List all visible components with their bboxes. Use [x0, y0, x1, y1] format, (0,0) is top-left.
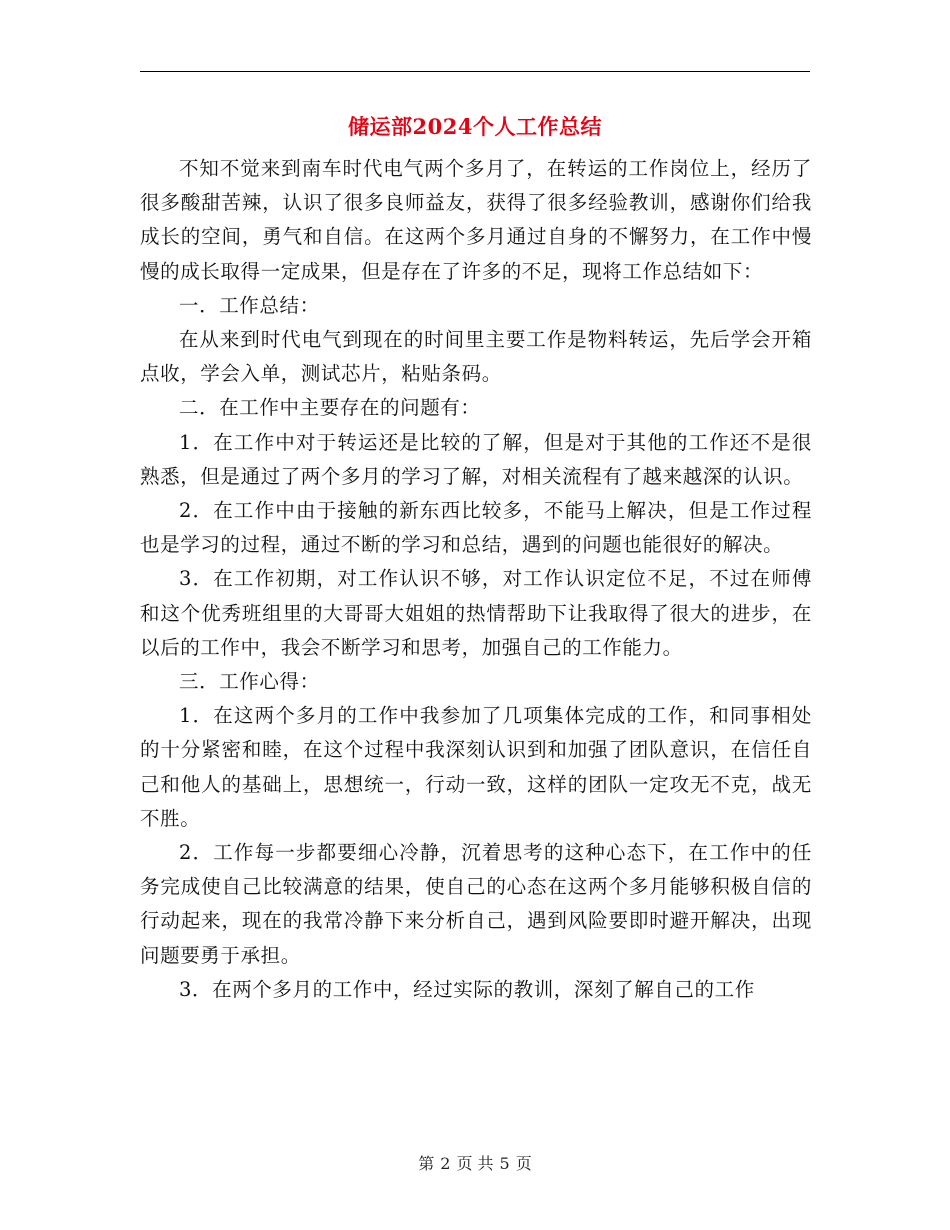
section-heading-experience: 三．工作心得：: [179, 670, 320, 694]
current-page-number: 2: [440, 1154, 451, 1173]
section-heading-problems: 二．在工作中主要存在的问题有：: [179, 396, 481, 420]
problem-item-3: 3．在工作初期，对工作认识不够，对工作认识定位不足，不过在师傅和这个优秀班组里的大哥哥大姐姐的热情帮助下让我取得了很大的进步，在以后的工作中，我会不断学习和思考，加强自己的工作能力。: [140, 567, 812, 659]
problem-item-1: 1．在工作中对于转运还是比较的了解，但是对于其他的工作还不是很熟悉，但是通过了两个多月的学习了解，对相关流程有了越来越深的认识。: [140, 430, 812, 488]
header-rule: [140, 71, 810, 72]
footer-prefix: 第: [418, 1154, 435, 1173]
total-pages-number: 5: [499, 1154, 510, 1173]
intro-paragraph: 不知不觉来到南车时代电气两个多月了，在转运的工作岗位上，经历了很多酸甜苦辣，认识了很多良师益友，获得了很多经验教训，感谢你们给我成长的空间，勇气和自信。在这两个多月通过自身的不懈努力，在工作中慢慢的成长取得一定成果，但是存在了许多的不足，现将工作总结如下：: [140, 157, 812, 283]
work-summary-paragraph: 在从来到时代电气到现在的时间里主要工作是物料转运，先后学会开箱点收，学会入单，测试芯片，粘贴条码。: [140, 328, 812, 386]
document-body: [140, 152, 812, 1007]
footer-middle: 页 共: [456, 1154, 494, 1173]
page-footer: [140, 1152, 810, 1176]
experience-item-1: 1．在这两个多月的工作中我参加了几项集体完成的工作，和同事相处的十分紧密和睦，在这个过程中我深刻认识到和加强了团队意识，在信任自己和他人的基础上，思想统一，行动一致，这样的团队一定攻无不克，战无不胜。: [140, 704, 812, 830]
experience-item-2: 2．工作每一步都要细心冷静，沉着思考的这种心态下，在工作中的任务完成使自己比较满意的结果，使自己的心态在这两个多月能够积极自信的行动起来，现在的我常冷静下来分析自己，遇到风险要即时避开解决，出现问题要勇于承担。: [140, 841, 812, 967]
problem-item-2: 2．在工作中由于接触的新东西比较多，不能马上解决，但是工作过程也是学习的过程，通过不断的学习和总结，遇到的问题也能很好的解决。: [140, 499, 812, 557]
experience-item-3: 3．在两个多月的工作中，经过实际的教训，深刻了解自己的工作: [179, 977, 755, 1001]
document-title: 储运部2024个人工作总结: [348, 114, 602, 139]
section-heading-work-summary: 一．工作总结：: [179, 293, 320, 317]
footer-suffix: 页: [515, 1154, 532, 1173]
